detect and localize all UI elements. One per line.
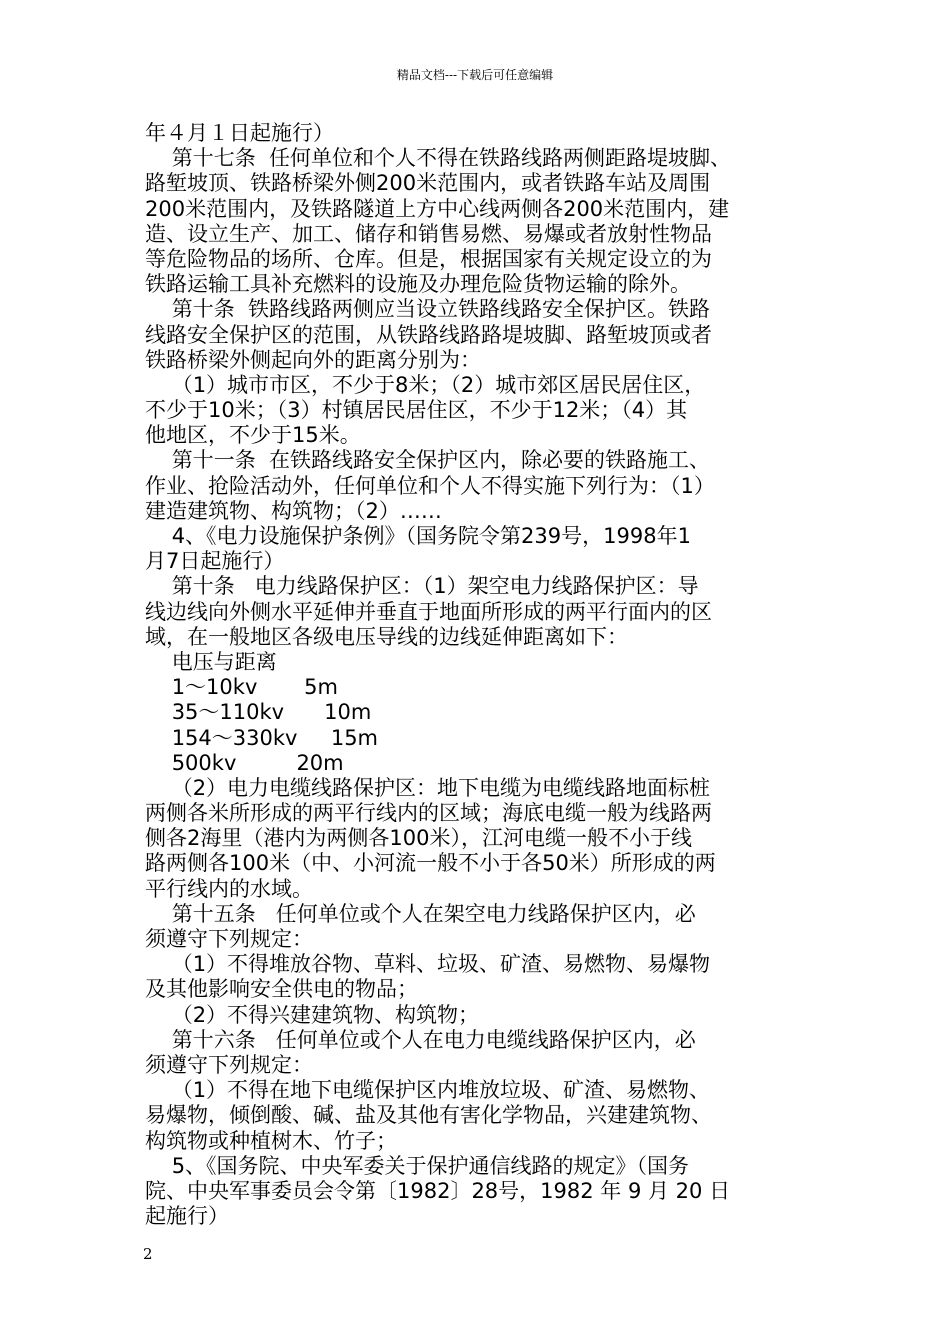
text-line: 域，在一般地区各级电压导线的边线延伸距离如下： (145, 624, 628, 649)
text-line: 4、《电力设施保护条例》（国务院令第239号，1998年1 (145, 524, 691, 548)
text-line: 作业、抢险活动外，任何单位和个人不得实施下列行为：（1） (145, 473, 715, 498)
text-line: 及其他影响安全供电的物品； (145, 977, 418, 1002)
text-line: 须遵守下列规定： (145, 927, 313, 951)
text-line: 侧各2海里（港内为两侧各100米），江河电缆一般不小于线 (145, 826, 692, 851)
text-line: 第十条 铁路线路两侧应当设立铁路线路安全保护区。铁路 (145, 297, 711, 322)
text-line: 院、中央军事委员会令第〔1982〕28号，1982 年 9 月 20 日 (145, 1178, 731, 1203)
text-line: （1）不得堆放谷物、草料、垃圾、矿渣、易燃物、易爆物 (145, 952, 711, 977)
text-line: （1）城市市区，不少于8米；（2）城市郊区居民居住区， (145, 372, 706, 397)
text-line: 须遵守下列规定： (145, 1052, 313, 1077)
text-line: 线路安全保护区的范围，从铁路线路路堤坡脚、路堑坡顶或者 (145, 322, 712, 347)
text-line: 构筑物或种植树木、竹子； (145, 1128, 397, 1153)
text-line: 第十条 电力线路保护区：（1）架空电力线路保护区：导 (145, 574, 699, 599)
text-line: （2）不得兴建建筑物、构筑物； (145, 1002, 480, 1027)
text-line: 路两侧各100米（中、小河流一般不小于各50米）所形成的两 (145, 851, 716, 876)
text-line: 第十五条 任何单位或个人在架空电力线路保护区内，必 (145, 901, 696, 926)
document-body (145, 121, 815, 1229)
text-line: 路堑坡顶、铁路桥梁外侧200米范围内，或者铁路车站及周围 (145, 171, 711, 196)
text-line: 线边线向外侧水平延伸并垂直于地面所形成的两平行面内的区 (145, 599, 712, 624)
text-line: 年４月１日起施行） (145, 121, 334, 145)
text-line: 1～10kv 5m (145, 675, 338, 700)
text-line: 铁路桥梁外侧起向外的距离分别为： (145, 347, 481, 372)
text-line: 等危险物品的场所、仓库。但是，根据国家有关规定设立的为 (145, 246, 712, 271)
page-number: 2 (143, 1245, 153, 1263)
text-line: 起施行） (145, 1204, 229, 1229)
text-line: 月7日起施行） (145, 549, 285, 574)
text-line: 铁路运输工具补充燃料的设施及办理危险货物运输的除外。 (145, 272, 691, 297)
text-line: 200米范围内，及铁路隧道上方中心线两侧各200米范围内，建 (145, 196, 730, 221)
text-line: 电压与距离 (145, 649, 277, 674)
text-line: （2）电力电缆线路保护区：地下电缆为电缆线路地面标桩 (145, 775, 711, 800)
text-line: 500kv 20m (145, 750, 344, 775)
text-line: 他地区，不少于15米。 (145, 423, 361, 448)
text-line: 第十一条 在铁路线路安全保护区内，除必要的铁路施工、 (145, 448, 711, 473)
page-header: 精品文档---下载后可任意编辑 (396, 68, 554, 82)
text-line: 平行线内的水域。 (145, 876, 313, 901)
text-line: 5、《国务院、中央军委关于保护通信线路的规定》（国务 (145, 1153, 690, 1178)
text-line: 不少于10米；（3）村镇居民居住区，不少于12米；（4）其 (145, 398, 688, 423)
text-line: 154～330kv 15m (145, 725, 379, 750)
text-line: 建造建筑物、构筑物；（2）…… (145, 498, 442, 523)
text-line: 两侧各米所形成的两平行线内的区域；海底电缆一般为线路两 (145, 801, 712, 826)
text-line: 易爆物，倾倒酸、碱、盐及其他有害化学物品，兴建建筑物、 (145, 1103, 712, 1128)
text-line: 第十六条 任何单位或个人在电力电缆线路保护区内，必 (145, 1027, 696, 1052)
text-line: （1）不得在地下电缆保护区内堆放垃圾、矿渣、易燃物、 (145, 1078, 711, 1103)
text-line: 造、设立生产、加工、储存和销售易燃、易爆或者放射性物品 (145, 221, 712, 246)
text-line: 35～110kv 10m (145, 700, 372, 725)
text-line: 第十七条 任何单位和个人不得在铁路线路两侧距路堤坡脚、 (145, 146, 732, 171)
